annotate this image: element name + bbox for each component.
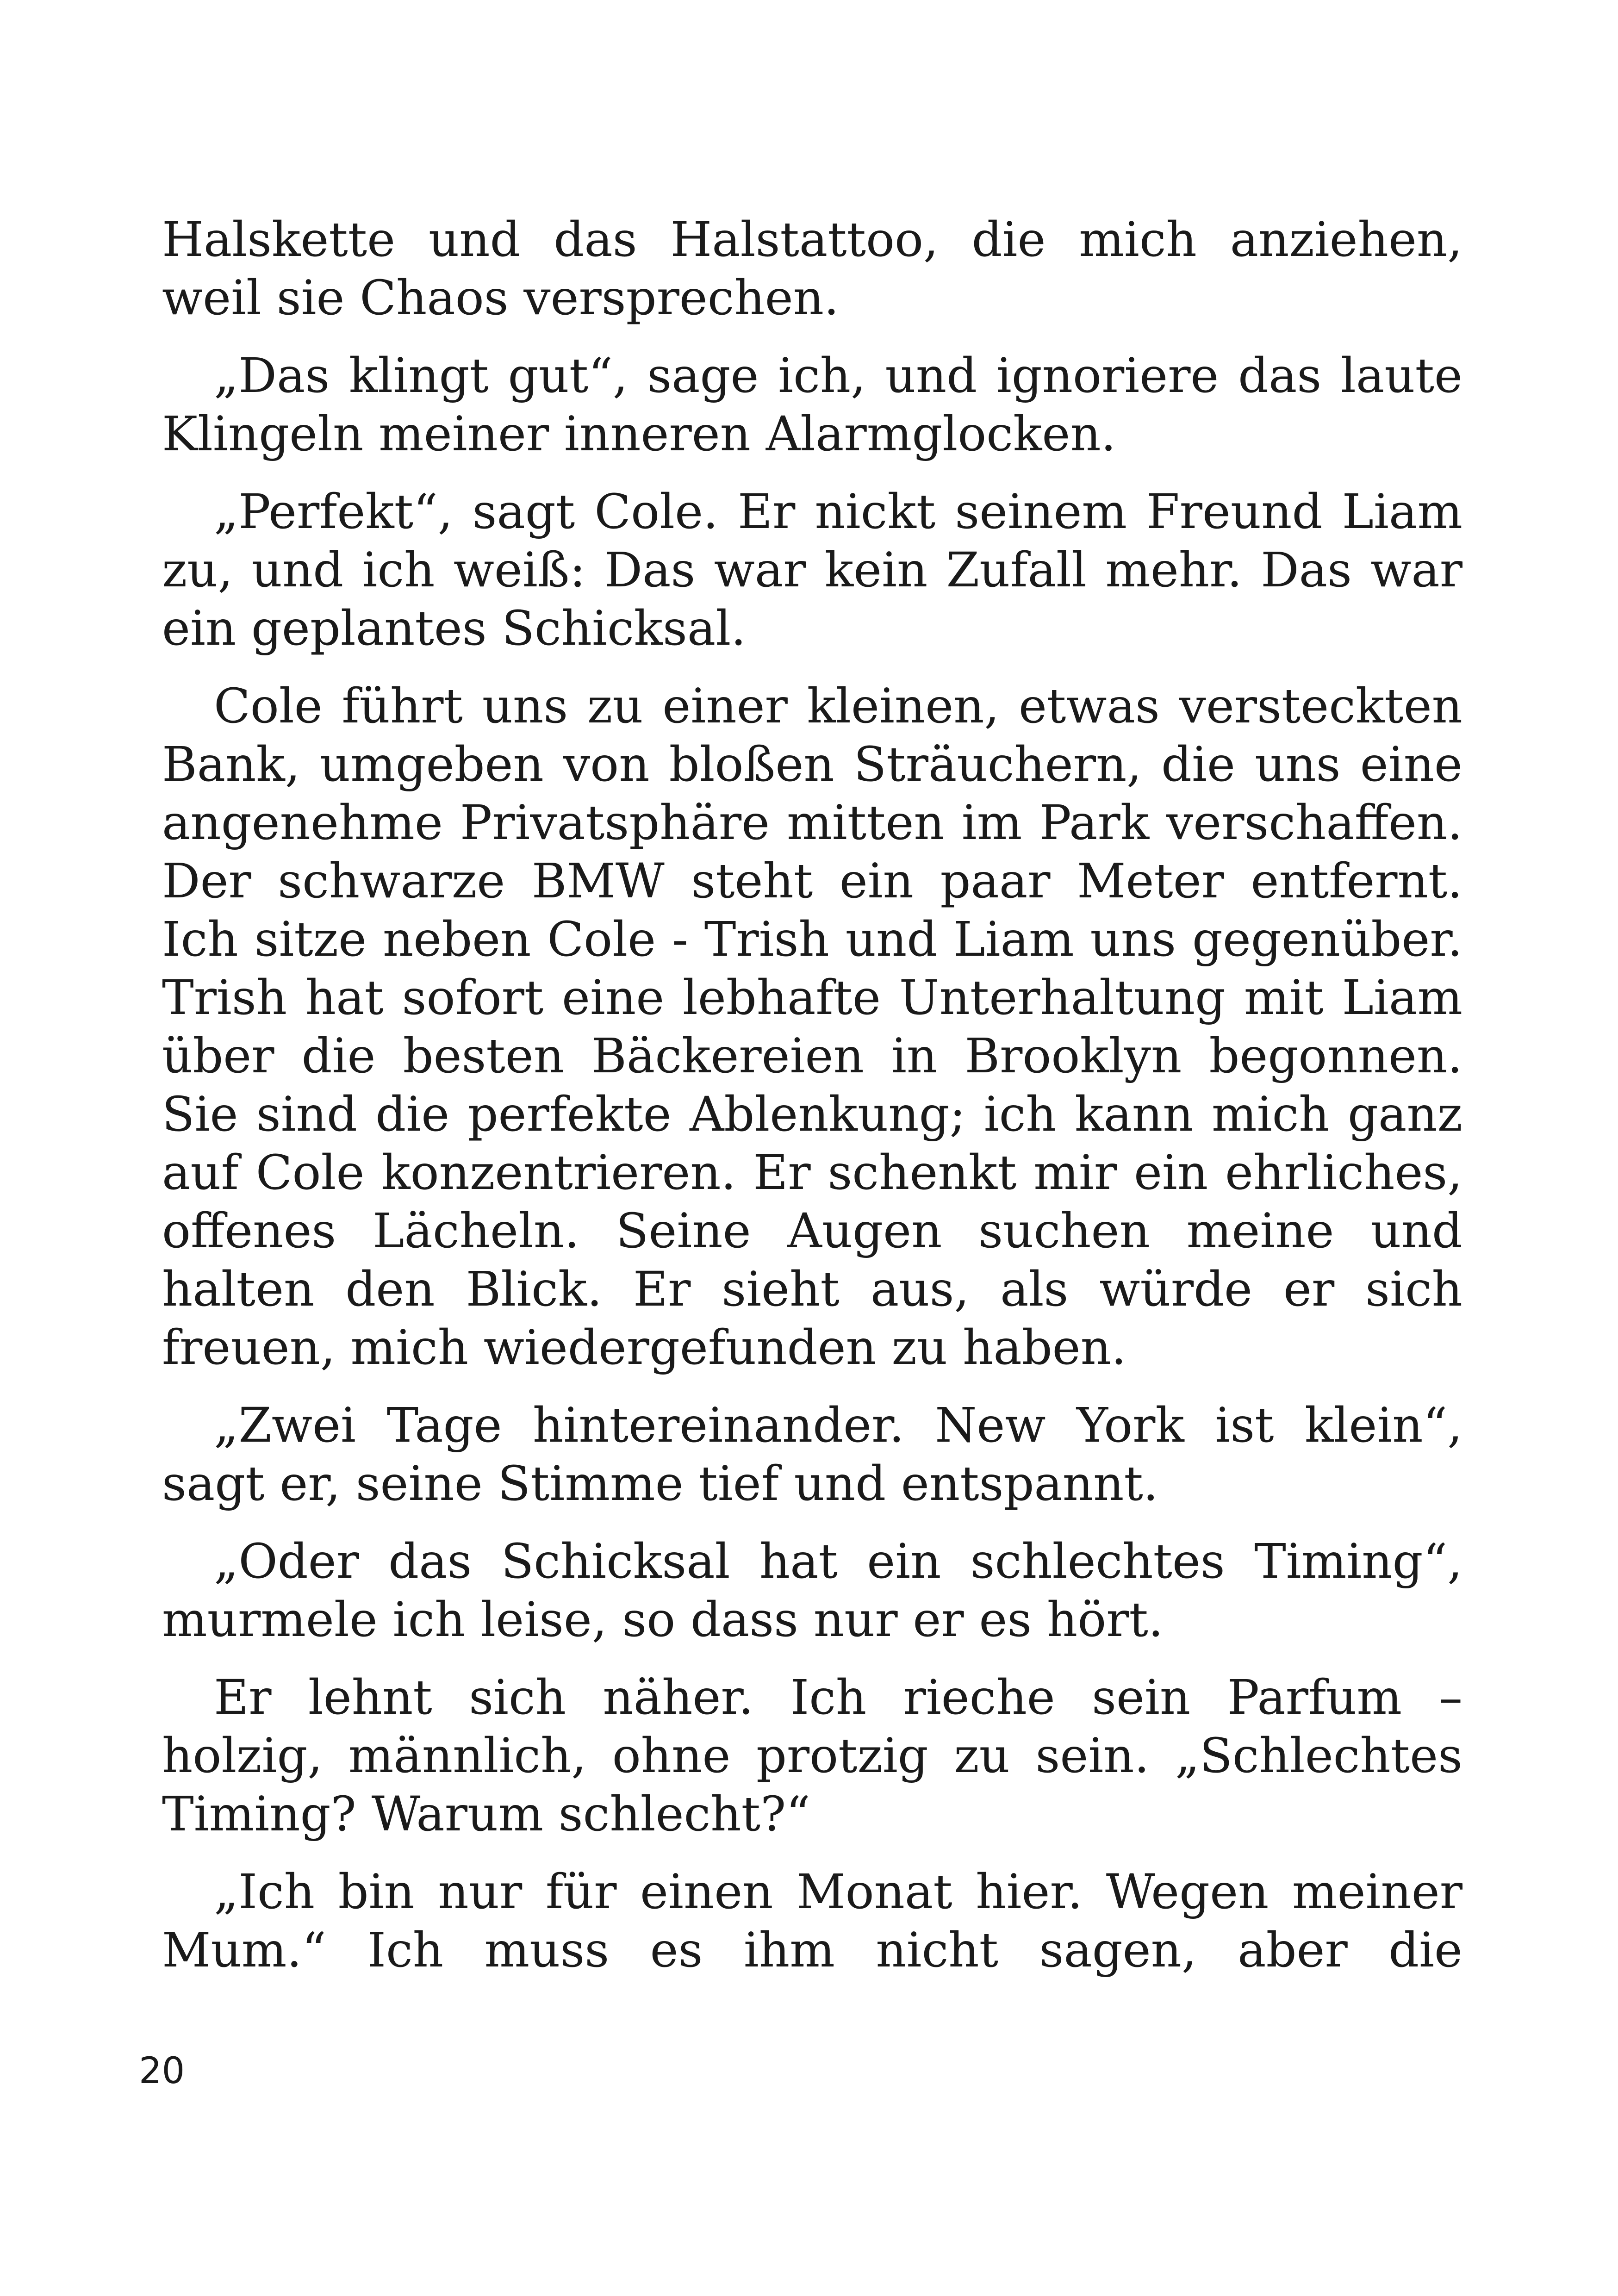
paragraph: Halskette und das Halstattoo, die mich anziehen, weil sie Chaos versprechen. xyxy=(162,212,1462,326)
page-number: 20 xyxy=(139,2050,185,2092)
paragraph: „Perfekt“, sagt Cole. Er nickt seinem Freund Liam zu, und ich weiß: Das war kein Zufall mehr. Das war ein geplantes Schicksal. xyxy=(162,484,1462,656)
paragraph: Cole führt uns zu einer kleinen, etwas versteckten Bank, umgeben von bloßen Sträuchern, die uns eine angenehme Privatsphäre mitten im Park verschaffen. Der schwarze BMW steht ein paar Meter entfernt. Ich sitze neben Cole - Trish und Liam uns gegenüber. Trish hat sofort eine lebhafte Unterhaltung mit Liam über die besten Bäckereien in Brooklyn begonnen. Sie sind die perfekte Ablenkung; ich kann mich ganz auf Cole konzentrieren. Er schenkt mir ein ehrliches, offenes Lächeln. Seine Augen suchen meine und halten den Blick. Er sieht aus, als würde er sich freuen, mich wiedergefunden zu haben. xyxy=(162,678,1462,1375)
paragraph: „Zwei Tage hintereinander. New York ist klein“, sagt er, seine Stimme tief und entspannt. xyxy=(162,1398,1462,1512)
page-body-text xyxy=(162,211,1462,1999)
paragraph: „Ich bin nur für einen Monat hier. Wegen meiner Mum.“ Ich muss es ihm nicht sagen, aber die xyxy=(162,1864,1462,1978)
paragraph: „Das klingt gut“, sage ich, und ignoriere das laute Klingeln meiner inneren Alarmglocken. xyxy=(162,348,1462,462)
paragraph: „Oder das Schicksal hat ein schlechtes Timing“, murmele ich leise, so dass nur er es hört. xyxy=(162,1534,1462,1648)
paragraph: Er lehnt sich näher. Ich rieche sein Parfum – holzig, männlich, ohne protzig zu sein. „Schlechtes Timing? Warum schlecht?“ xyxy=(162,1670,1462,1842)
